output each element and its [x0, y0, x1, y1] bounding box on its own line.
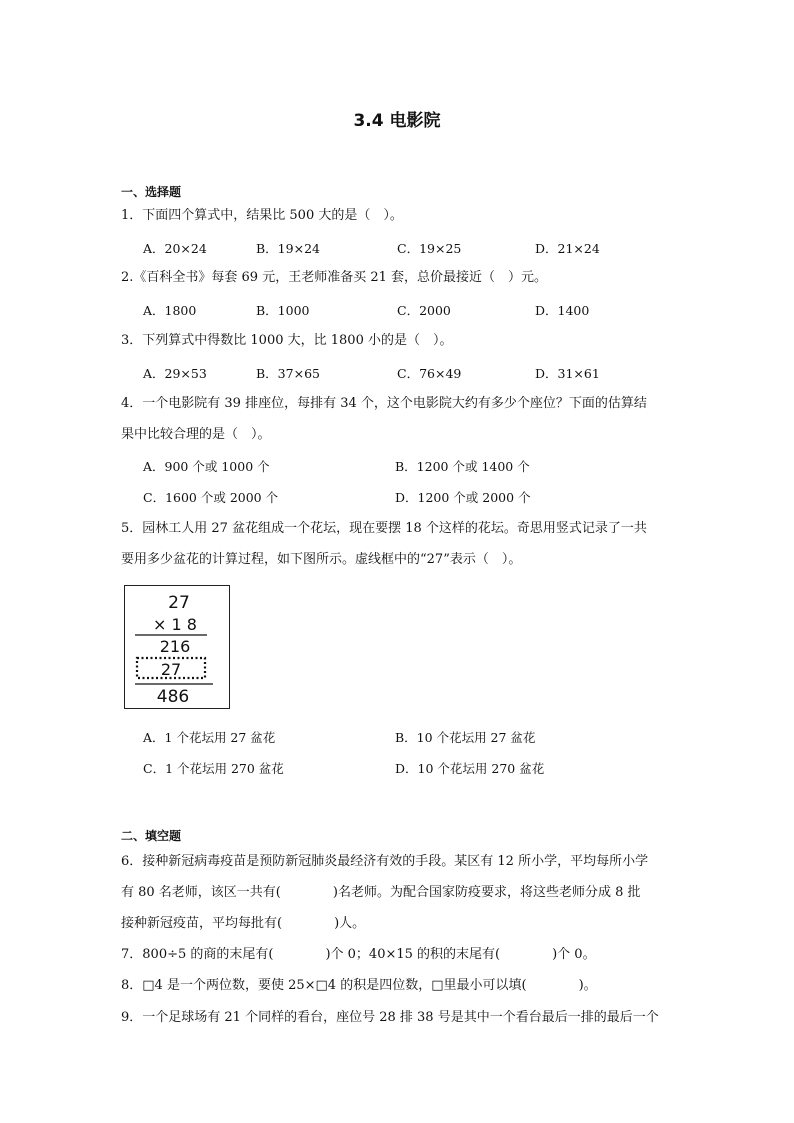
option-c[interactable]: C．19×25 [397, 241, 462, 256]
option-d[interactable]: D．1200 个或 2000 个 [395, 490, 531, 505]
question-2: 2.《百科全书》每套 69 元，王老师准备买 21 套，总价最接近（ ）元。 [121, 270, 548, 285]
question-5-options-row-1 [143, 728, 683, 748]
page-title: 3.4 电影院 [353, 111, 441, 131]
question-6-line-3: 接种新冠疫苗，平均每批有( )人。 [121, 916, 366, 931]
question-3: 3．下列算式中得数比 1000 大，比 1800 小的是（ ）。 [121, 333, 453, 348]
question-6-line-1: 6．接种新冠病毒疫苗是预防新冠肺炎最经济有效的手段。某区有 12 所小学，平均每所小学 [121, 854, 649, 869]
option-d[interactable]: D．1400 [535, 303, 590, 318]
question-4-line-2: 果中比较合理的是（ ）。 [121, 427, 271, 442]
option-c[interactable]: C．1 个花坛用 270 盆花 [143, 761, 284, 776]
question-1-options [143, 239, 683, 259]
question-4-line-1: 4．一个电影院有 39 排座位，每排有 34 个，这个电影院大约有多少个座位？下面的估算结 [121, 396, 647, 411]
question-3-options [143, 364, 683, 384]
option-b[interactable]: B．10 个花坛用 27 盆花 [395, 730, 536, 745]
question-8: 8．□4 是一个两位数，要使 25×□4 的积是四位数，□里最小可以填( )。 [121, 978, 597, 993]
figure-multiplicand: 27 [168, 593, 190, 613]
option-d[interactable]: D．10 个花坛用 270 盆花 [395, 761, 545, 776]
question-4-options-row-1 [143, 457, 683, 477]
figure-partial-product-2: 27 [160, 660, 182, 679]
option-a[interactable]: A．20×24 [143, 241, 207, 256]
option-d[interactable]: D．31×61 [535, 366, 600, 381]
question-4-options-row-2 [143, 488, 683, 508]
figure-partial-product-1: 216 [159, 637, 191, 656]
question-7: 7．800÷5 的商的末尾有( )个 0；40×15 的积的末尾有( )个 0。 [121, 947, 596, 962]
option-c[interactable]: C．2000 [397, 303, 451, 318]
question-6-line-2: 有 80 名老师，该区一共有( )名老师。为配合国家防疫要求，将这些老师分成 8 批 [121, 885, 641, 900]
option-a[interactable]: A．29×53 [143, 366, 207, 381]
option-a[interactable]: A．900 个或 1000 个 [143, 459, 270, 474]
section-heading-fill-in: 二、填空题 [121, 829, 182, 843]
question-5-line-1: 5．园林工人用 27 盆花组成一个花坛，现在要摆 18 个这样的花坛。奇思用竖式记录了一共 [121, 521, 647, 536]
question-9: 9．一个足球场有 21 个同样的看台，座位号 28 排 38 号是其中一个看台最后一排的最后一个 [121, 1010, 659, 1025]
option-b[interactable]: B．37×65 [256, 366, 320, 381]
figure-product: 486 [156, 687, 190, 707]
option-b[interactable]: B．19×24 [256, 241, 320, 256]
option-c[interactable]: C．76×49 [397, 366, 462, 381]
question-5-line-2: 要用多少盆花的计算过程，如下图所示。虚线框中的“27”表示（ ）。 [121, 552, 522, 567]
question-1: 1．下面四个算式中，结果比 500 大的是（ ）。 [121, 208, 403, 223]
option-d[interactable]: D．21×24 [535, 241, 600, 256]
section-heading-choice: 一、选择题 [121, 185, 182, 199]
option-b[interactable]: B．1200 个或 1400 个 [395, 459, 530, 474]
figure-multiplier: × 1 8 [153, 615, 197, 634]
option-a[interactable]: A．1 个花坛用 27 盆花 [143, 730, 276, 745]
option-b[interactable]: B．1000 [256, 303, 310, 318]
question-2-options [143, 301, 683, 321]
option-a[interactable]: A．1800 [143, 303, 197, 318]
vertical-multiplication-figure [124, 585, 230, 709]
option-c[interactable]: C．1600 个或 2000 个 [143, 490, 279, 505]
question-5-options-row-2 [143, 759, 683, 779]
